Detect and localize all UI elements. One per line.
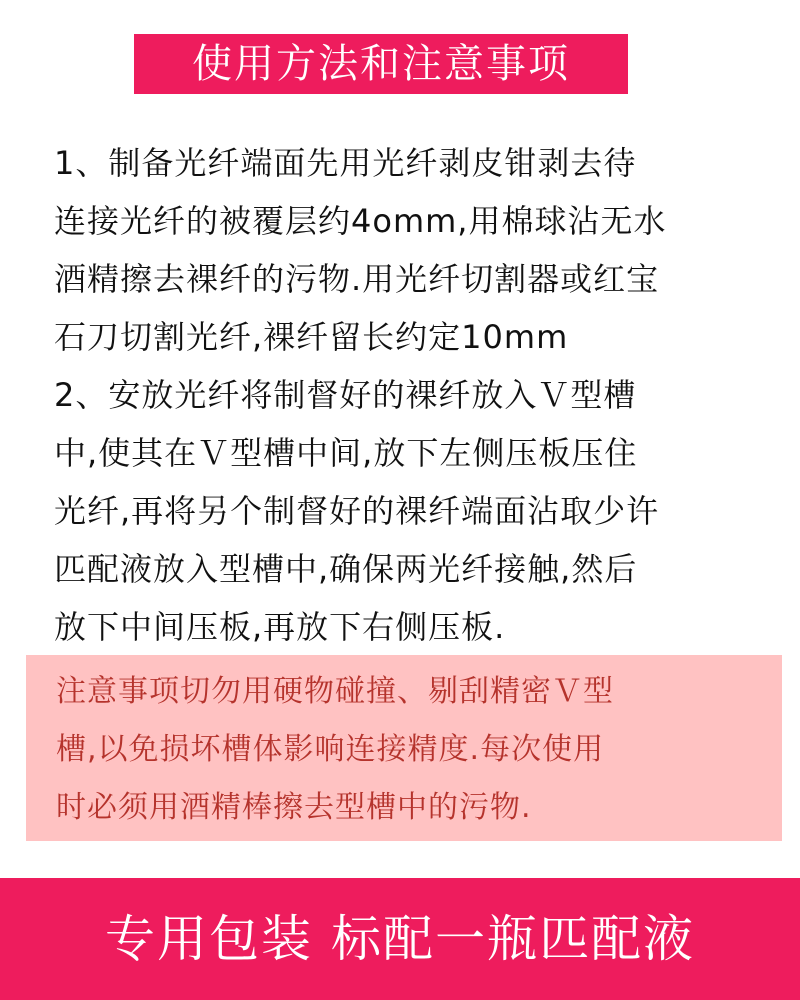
instructions-section bbox=[54, 134, 754, 656]
instruction-line: 光纤,再将另个制督好的裸纤端面沾取少许 bbox=[54, 492, 660, 530]
instruction-line: 匹配液放入型槽中,确保两光纤接触,然后 bbox=[54, 550, 638, 588]
notice-line: 槽,以免损坏槽体影响连接精度.每次使用 bbox=[56, 732, 605, 767]
instruction-line: 1、制备光纤端面先用光纤剥皮钳剥去待 bbox=[54, 144, 637, 182]
instruction-line: 中,使其在Ｖ型槽中间,放下左侧压板压住 bbox=[54, 434, 638, 472]
instruction-line: 放下中间压板,再放下右侧压板. bbox=[54, 608, 506, 646]
instruction-line: 石刀切割光纤,裸纤留长约定10mm bbox=[54, 318, 569, 356]
page-title: 使用方法和注意事项 bbox=[134, 34, 628, 94]
instruction-line: 酒精擦去裸纤的污物.用光纤切割器或红宝 bbox=[54, 260, 660, 298]
notice-box bbox=[26, 655, 782, 841]
notice-line: 时必须用酒精棒擦去型槽中的污物. bbox=[56, 790, 532, 825]
instruction-line: 2、安放光纤将制督好的裸纤放入Ｖ型槽 bbox=[54, 376, 637, 414]
footer-banner: 专用包装 标配一瓶匹配液 bbox=[0, 878, 800, 1000]
instruction-line: 连接光纤的被覆层约4omm,用棉球沾无水 bbox=[54, 202, 667, 240]
notice-text bbox=[56, 663, 776, 837]
notice-line: 注意事项切勿用硬物碰撞、剔刮精密Ｖ型 bbox=[56, 674, 614, 709]
